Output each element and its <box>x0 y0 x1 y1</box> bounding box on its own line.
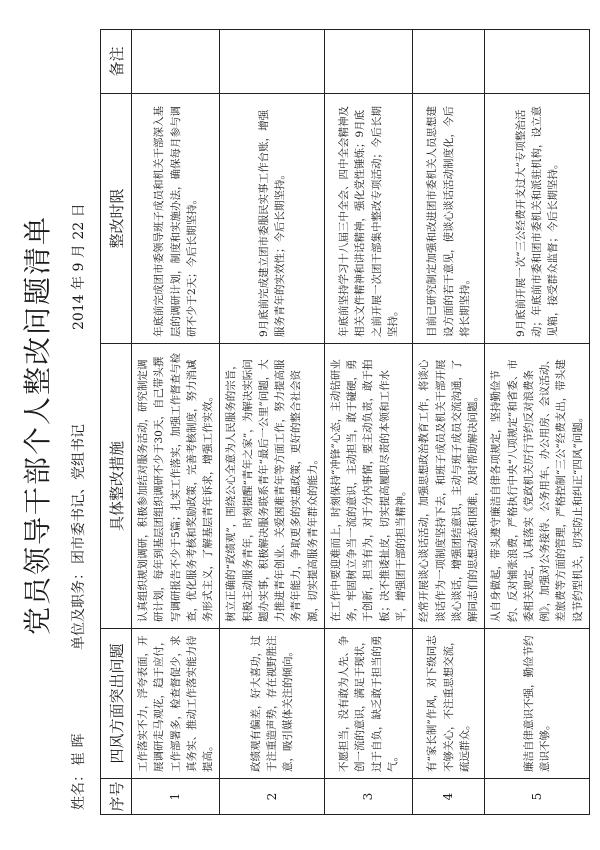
name-label: 姓名： <box>71 768 87 810</box>
row-deadline: 9月底前开展一次“三公经费开支过大”专项整治活动；年底前市委和团市委机关和派驻机构，设立意见箱，接受群众监督；今后长期坚持。 <box>485 94 590 344</box>
row-deadline: 目前已研究制定加强和改进团市委机关人员思想建设方面的若干意见，使谈心谈话活动制度化，今后将长期坚持。 <box>413 94 485 344</box>
document-title: 党员领导干部个人整改问题清单 <box>21 215 54 636</box>
row-seq: 5 <box>485 779 590 815</box>
row-problem: 廉洁自律意识不强，勤俭节约意识不够。 <box>485 629 590 779</box>
row-problem: 有“家长制”作风，对下级同志不够关心，不注重思想交流，疏远群众。 <box>413 629 485 779</box>
row-measures: 在工作中要迎难而上，时刻保持“冲锋”心态，主动钻研业务，牢固树立争当一流的意识，主动担当，敢于碰硬，勇于创新，担当有为，对于分内事情，要主动负责，敢于拍板；决不推诿扯皮，切实提高履职尽责的本领和工作水平，增强团干部的担当精神。 <box>324 344 412 629</box>
row-measures: 树立正确的“政绩观”，围绕公心全意为人民服务的宗旨，积极主动服务青年，时刻提醒“青年之家”，为解决实际问题办实事，积极解决服务联系青年“最后一公里”问题，大力推进青年创业、关爱困难青年等方面工作，努力提高服务青年能力，争取更多的实惠政策，更好的整合社会资源，切实提高服务青年群众的能力。 <box>220 344 325 629</box>
row-deadline: 年底前完成团市委领导班子成员和机关干部深入基层的调研计划，制度和实施办法，确保每月参与调研不少于2天；今后长期坚持。 <box>132 94 220 344</box>
table-row <box>413 30 485 815</box>
table-row <box>324 30 412 815</box>
document-date: 2014 年 9 月 22 日 <box>71 203 87 330</box>
table-header-row <box>101 30 132 815</box>
row-remark <box>413 30 485 94</box>
row-deadline: 年底前坚持学习十八届三中全会、四中全会精神及相关文件精神和讲话精神，强化党性锤炼；9月底之前开展一次团干部集中整改专项活动；今后长期坚持。 <box>324 94 412 344</box>
row-measures: 从自身做起，带头遵守廉洁自律各项规定，坚持勤俭节约、反对铺张浪费，严格执行中央“八项规定”和省委、市委相关规定，认真落实《党政机关厉行节约反对浪费条例》，加强对公务接待、公务用车、办公用房、会议活动、差旅费等方面的管理，严格控制“三公”经费支出，带头建设节约型机关，切实防止和纠正“四风”问题。 <box>485 344 590 629</box>
row-measures: 认真组织规划调研，积极参加结对服务活动，研究制定调研计划，每年到基层团组织调研不少于30天，自己带头撰写调研报告不少于5篇；扎实工作落实，加强工作督查与检查，优化服务考核和奖励政策，完善考核制度，努力消减务形式主义，了解基层青年诉求，增强工作实效。 <box>132 344 220 629</box>
name-value: 崔 晖 <box>71 733 87 766</box>
row-seq: 2 <box>220 779 325 815</box>
row-deadline: 9月底前完成建立团市委服民实事工作台账，增强服务青年的实效性；今后长期坚持。 <box>220 94 325 344</box>
header-problem: 四风方面突出问题 <box>101 629 132 779</box>
header-seq: 序号 <box>101 779 132 815</box>
row-problem: 政绩观有偏差，好大喜功，过于注重造声势，存在视野胜注意，吸引媒体关注的倾向。 <box>220 629 325 779</box>
row-problem: 不愿担当，没有敢为人先、争创一流的意识，满足于现状，过于自负，缺乏敢于担当的勇气。 <box>324 629 412 779</box>
row-measures: 经常开展谈心谈话活动，加强思想政治教育工作，将谈心谈话作为一项制度坚持下去，和班子成员及机关干部开展谈心谈话，增强团结意识，主动与班子成员交流沟通，了解同志们的思想动态和困难，及时帮助解决问题。 <box>413 344 485 629</box>
table-row <box>220 30 325 815</box>
row-remark <box>485 30 590 94</box>
header-measures: 具体整改措施 <box>101 344 132 629</box>
unit-line <box>68 424 88 650</box>
name-line <box>68 734 88 810</box>
row-seq: 3 <box>324 779 412 815</box>
row-problem: 工作落实不力，浮夸表面，开展调研走马观花，趋于应付，工作部署多，检查督促少，求真务实、推动工作落实能力待提高。 <box>132 629 220 779</box>
table-row <box>485 30 590 815</box>
row-seq: 4 <box>413 779 485 815</box>
row-remark <box>324 30 412 94</box>
header-remark: 备注 <box>101 30 132 94</box>
unit-label: 单位及职务： <box>71 566 87 650</box>
header-deadline: 整改时限 <box>101 94 132 344</box>
row-seq: 1 <box>132 779 220 815</box>
row-remark <box>220 30 325 94</box>
unit-value: 团市委书记、党组书记 <box>71 424 87 564</box>
rectification-table <box>100 29 590 815</box>
table-row <box>132 30 220 815</box>
row-remark <box>132 30 220 94</box>
